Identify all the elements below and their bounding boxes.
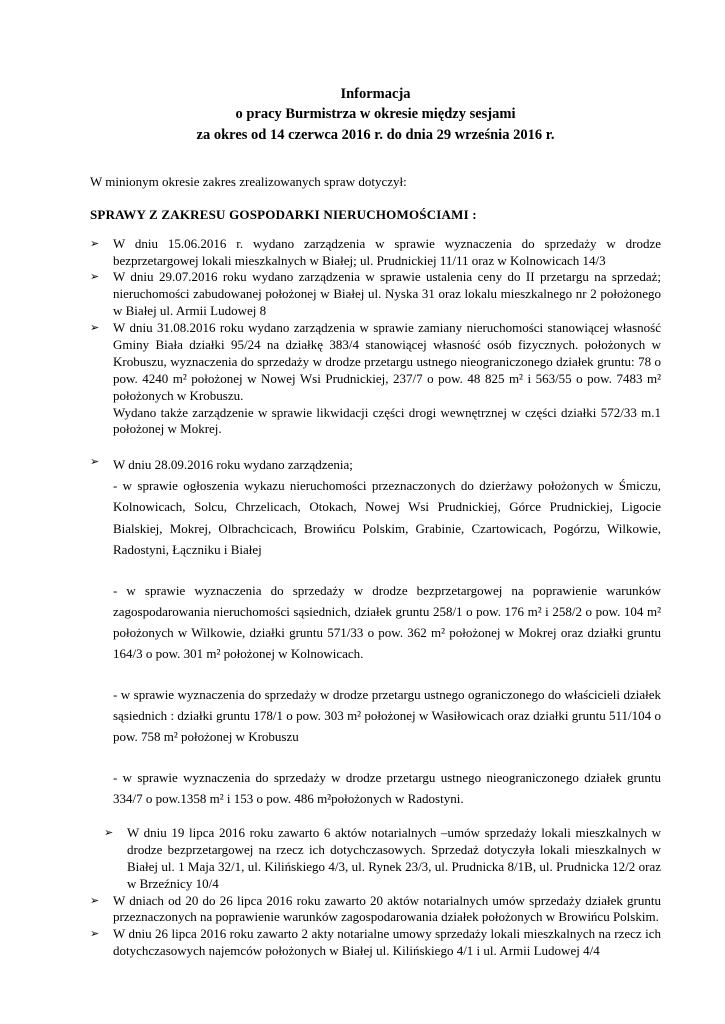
- list-item-1: [90, 236, 661, 270]
- list-item-body: [113, 926, 661, 960]
- list-item-2: [90, 269, 661, 320]
- item-paragraph: W dniu 26 lipca 2016 roku zawarto 2 akty notarialne umowy sprzedaży lokali mieszkalnych na rzecz ich dotychczasowych najemców położonych w Białej ul. Kilińskiego 4/1 i ul. Armii Ludowej 4/4: [113, 926, 661, 959]
- item-paragraph: W dniach od 20 do 26 lipca 2016 roku zawarto 20 aktów notarialnych umów sprzedaży działek gruntu przeznaczonych na poprawienie warunków zagospodarowania działek położonych w Browińcu Polskim.: [113, 892, 661, 925]
- bullet-list: [90, 236, 661, 960]
- arrow-bullet-icon: ➢: [90, 237, 100, 250]
- document-title: [90, 84, 661, 145]
- item-paragraph: W dniu 15.06.2016 r. wydano zarządzenia w sprawie wyznaczenia do sprzedaży w drodze bezprzetargowej lokali mieszkalnych w Białej; ul. Prudnickiej 11/11 oraz w Kolnowicach 14/3: [113, 235, 661, 268]
- list-item-7: [90, 926, 661, 960]
- list-item-body: [113, 236, 661, 270]
- title-line-3: za okres od 14 czerwca 2016 r. do dnia 29 września 2016 r.: [196, 126, 555, 143]
- arrow-bullet-icon: ➢: [90, 322, 100, 335]
- item-paragraph: - w sprawie wyznaczenia do sprzedaży w drodze przetargu ustnego ograniczonego do właścicieli działek sąsiednich : działki gruntu 178/1 o pow. 303 m² położonej w Wasiłowicach oraz działki gruntu 511/104 o pow. 758 m² położonej w Krobuszu: [113, 686, 661, 744]
- item-paragraph: W dniu 28.09.2016 roku wydano zarządzenia;: [113, 457, 353, 473]
- intro-paragraph: W minionym okresie zakres zrealizowanych spraw dotyczył:: [90, 173, 407, 189]
- item-paragraph: W dniu 19 lipca 2016 roku zawarto 6 aktów notarialnych –umów sprzedaży lokali mieszkalnych w drodze bezprzetargowej na rzecz ich dotychczasowych. Sprzedaż dotyczyła lokali mieszkalnych w Białej ul. 1 Maja 32/1, ul. Kilińskiego 4/3, ul. Rynek 23/3, ul. Prudnicka 8/1B, ul. Prudnicka 12/2 oraz w Brzeźnicy 10/4: [127, 825, 661, 891]
- item-paragraph: - w sprawie ogłoszenia wykazu nieruchomości przeznaczonych do dzierżawy położonych w Śmiczu, Kolnowicach, Solcu, Chrzelicach, Otokach, Nowej Wsi Prudnickiej, Górce Prudnickiej, Ligocie Bialskiej, Mokrej, Olbrachcicach, Browińcu Polskim, Grabinie, Czartowicach, Pogórzu, Wilkowie, Radostyni, Łączniku i Białej: [113, 478, 661, 557]
- arrow-bullet-icon: ➢: [90, 456, 100, 469]
- list-item-4: [90, 454, 661, 809]
- arrow-bullet-icon: ➢: [90, 894, 100, 907]
- arrow-bullet-icon: ➢: [90, 271, 100, 284]
- list-item-body: [113, 320, 661, 438]
- arrow-bullet-icon: ➢: [104, 827, 114, 840]
- title-line-2: o pracy Burmistrza w okresie między sesjami: [235, 106, 516, 123]
- item-paragraph: - w sprawie wyznaczenia do sprzedaży w drodze bezprzetargowej na poprawienie warunków zagospodarowania nieruchomości sąsiednich, działek gruntu 258/1 o pow. 176 m² i 258/2 o pow. 104 m² położonych w Wilkowie, działki gruntu 571/33 o pow. 362 m² położonej w Mokrej oraz działki gruntu 164/3 o pow. 301 m² położonej w Kolnowicach.: [113, 582, 661, 661]
- list-item-body: [113, 269, 661, 320]
- arrow-bullet-icon: ➢: [90, 928, 100, 941]
- list-item-6: [90, 893, 661, 927]
- item-paragraph: Wydano także zarządzenie w sprawie likwidacji części drogi wewnętrznej w części działki 572/33 m.1 położonej w Mokrej.: [113, 404, 661, 437]
- item-paragraph: W dniu 29.07.2016 roku wydano zarządzenia w sprawie ustalenia ceny do II przetargu na sprzedaż; nieruchomości zabudowanej położonej w Białej ul. Nyska 31 oraz lokalu mieszkalnego nr 2 położonego w Białej ul. Armii Ludowej 8: [113, 269, 661, 319]
- section-heading: SPRAWY Z ZAKRESU GOSPODARKI NIERUCHOMOŚCIAMI :: [90, 206, 477, 222]
- list-item-5: [90, 825, 661, 893]
- title-line-1: Informacja: [340, 86, 411, 102]
- item-paragraph: W dniu 31.08.2016 roku wydano zarządzenia w sprawie zamiany nieruchomości stanowiącej własność Gminy Biała działki 95/24 na działkę 383/4 stanowiącej własność osób fizycznych. położonych w Krobuszu, wyznaczenia do sprzedaży w drodze przetargu ustnego nieograniczonego działek gruntu: 78 o pow. 4240 m² położonej w Nowej Wsi Prudnickiej, 237/7 o pow. 48 825 m² i 563/55 o pow. 7483 m² położonych w Krobuszu.: [113, 320, 661, 403]
- list-item-body: [127, 825, 661, 893]
- list-item-body: [113, 454, 661, 809]
- list-item-3: [90, 320, 661, 438]
- item-paragraph: - w sprawie wyznaczenia do sprzedaży w drodze przetargu ustnego nieograniczonego działek gruntu 334/7 o pow.1358 m² i 153 o pow. 486 m²położonych w Radostyni.: [113, 769, 661, 806]
- list-item-body: [113, 893, 661, 927]
